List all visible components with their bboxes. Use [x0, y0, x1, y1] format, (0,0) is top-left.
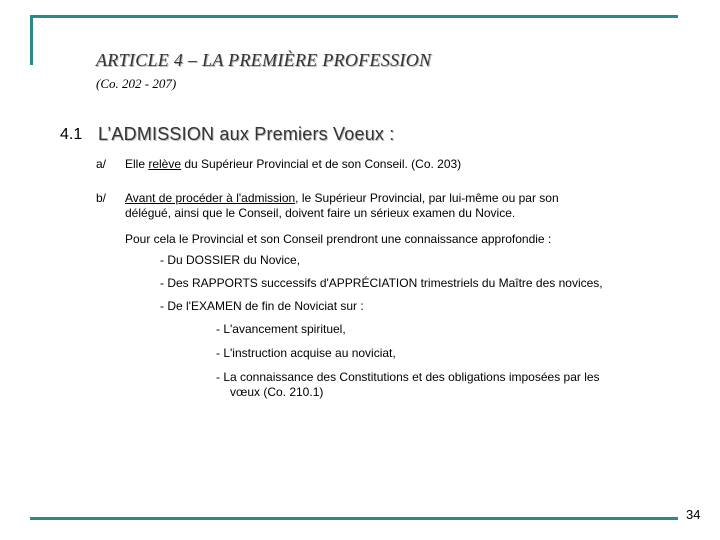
item-b-line1	[125, 191, 559, 206]
item-a-pre: Elle	[125, 157, 149, 171]
section-title: L’ADMISSION aux Premiers Voeux :	[98, 124, 395, 144]
item-a-underlined: relève	[148, 157, 182, 171]
page-number: 34	[686, 507, 701, 522]
list2-item: - La connaissance des Constitutions et des obligations imposées par les	[216, 370, 600, 384]
section-number: 4.1	[60, 126, 83, 143]
list2-item: - L'avancement spirituel,	[216, 322, 346, 336]
item-b-marker: b/	[96, 191, 107, 205]
bottom-border-rule	[30, 517, 678, 520]
list1-item: - Du DOSSIER du Novice,	[160, 253, 301, 267]
list1-item: - De l'EXAMEN de fin de Noviciat sur :	[160, 299, 364, 313]
item-b-post: , le Supérieur Provincial, par lui-même ou par son	[295, 191, 559, 205]
left-border-rule	[30, 15, 33, 65]
list1-item: - Des RAPPORTS successifs d'APPRÉCIATION trimestriels du Maître des novices,	[160, 276, 603, 290]
intro-paragraph: Pour cela le Provincial et son Conseil prendront une connaissance approfondie :	[125, 232, 552, 246]
item-a-post: du Supérieur Provincial et de son Conseil. (Co. 203)	[181, 157, 462, 171]
item-a-marker: a/	[96, 157, 107, 171]
list2-continuation: vœux (Co. 210.1)	[230, 385, 324, 399]
item-b-underlined: Avant de procéder à l'admission	[125, 191, 296, 205]
item-a-text	[125, 157, 461, 172]
article-title: ARTICLE 4 – LA PREMIÈRE PROFESSION	[96, 50, 432, 70]
article-subtitle: (Co. 202 - 207)	[96, 76, 177, 91]
item-b-line2: délégué, ainsi que le Conseil, doivent faire un sérieux examen du Novice.	[125, 206, 516, 220]
top-border-rule	[30, 15, 678, 18]
list2-item: - L'instruction acquise au noviciat,	[216, 346, 396, 360]
